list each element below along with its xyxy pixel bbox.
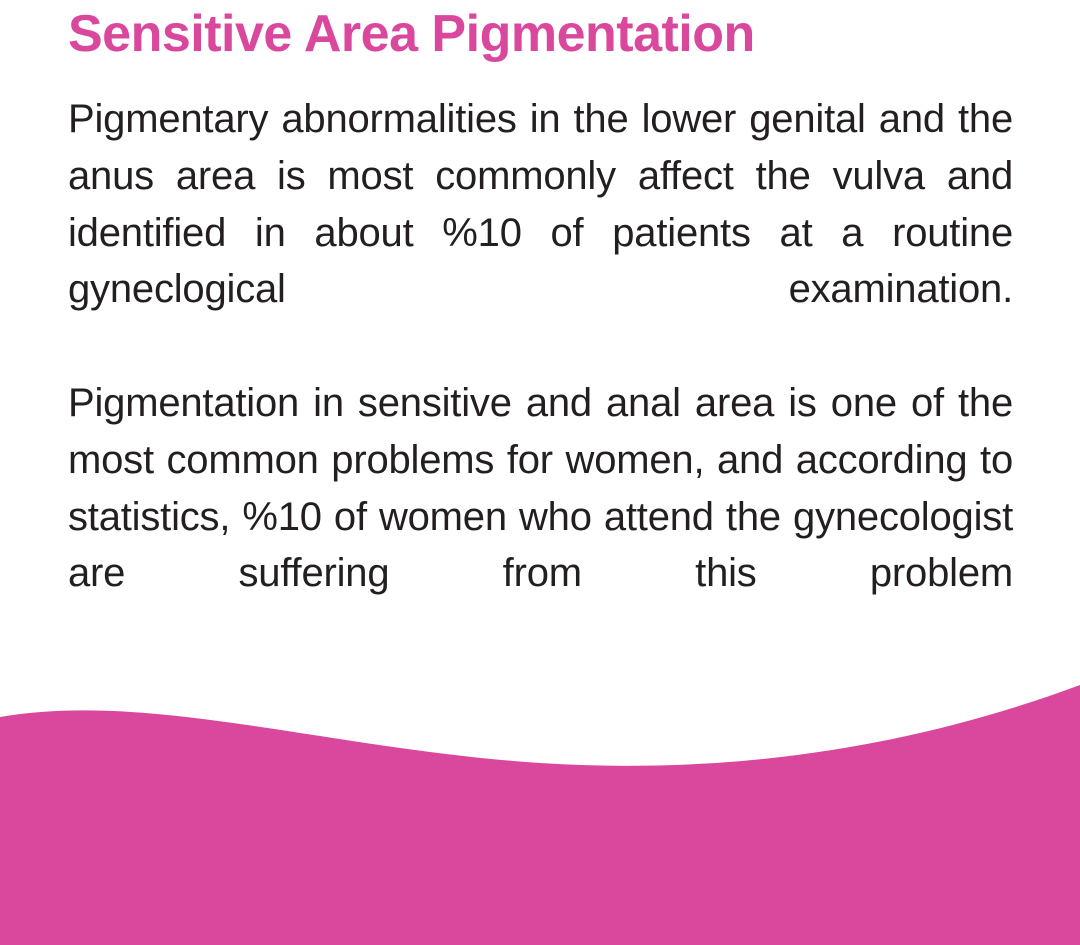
paragraph-1: Pigmentary abnormalities in the lower genital and the anus area is most commonly affect the vulva and identified in about %10 of patients at a routine gyneclogical examination. [68, 97, 1013, 312]
wave-shape-icon [0, 685, 1080, 945]
body-text-block [68, 91, 1013, 659]
paragraph-2: Pigmentation in sensitive and anal area is one of the most common problems for women, and according to statistics, %10 of women who attend the gynecologist are suffering from this problem [68, 380, 1013, 596]
pink-wave-decoration [0, 685, 1080, 945]
page-title: Sensitive Area Pigmentation [68, 5, 755, 63]
text-content [68, 0, 1013, 659]
